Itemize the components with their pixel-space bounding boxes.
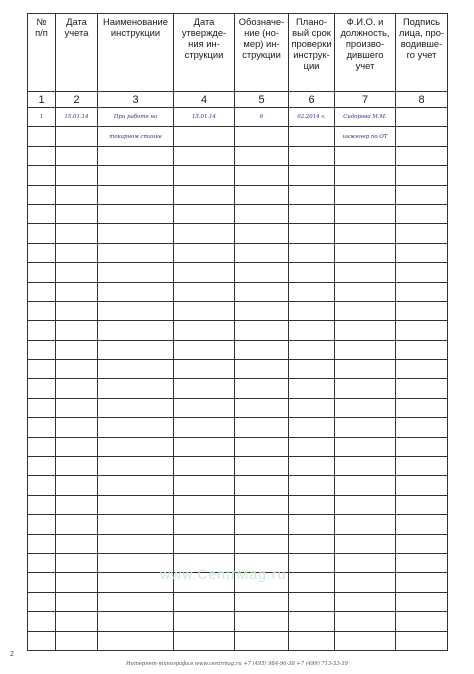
table-cell (235, 185, 289, 204)
table-cell (56, 360, 98, 379)
col-header-signature: Подпись лица, про- водивше- го учет (396, 14, 448, 92)
table-cell (98, 534, 174, 553)
table-cell (396, 204, 448, 223)
table-cell (335, 282, 396, 301)
blank-row (28, 166, 448, 185)
table-cell (56, 263, 98, 282)
blank-row (28, 495, 448, 514)
table-cell (174, 495, 235, 514)
table-cell (235, 243, 289, 262)
header-row (28, 14, 448, 92)
table-cell (98, 185, 174, 204)
table-cell (174, 379, 235, 398)
table-cell (289, 495, 335, 514)
table-cell (235, 204, 289, 223)
table-cell: токарном станке (98, 127, 174, 146)
table-cell (235, 515, 289, 534)
table-cell (396, 573, 448, 592)
table-cell (235, 166, 289, 185)
table-cell (335, 476, 396, 495)
table-cell (335, 437, 396, 456)
table-cell (174, 185, 235, 204)
table-cell (235, 631, 289, 650)
table-cell (396, 185, 448, 204)
table-cell: 02.2014 г. (289, 108, 335, 127)
table-cell (98, 166, 174, 185)
table-cell (98, 418, 174, 437)
table-cell (98, 360, 174, 379)
table-cell (289, 612, 335, 631)
table-cell (335, 553, 396, 572)
blank-row (28, 534, 448, 553)
table-cell (335, 612, 396, 631)
table-cell (335, 185, 396, 204)
table-cell (28, 418, 56, 437)
column-number: 7 (335, 92, 396, 108)
column-number: 6 (289, 92, 335, 108)
table-cell (396, 534, 448, 553)
table-cell (289, 379, 335, 398)
table-cell (289, 592, 335, 611)
table-cell (174, 457, 235, 476)
table-cell (335, 360, 396, 379)
column-number: 3 (98, 92, 174, 108)
table-cell (235, 437, 289, 456)
column-number: 4 (174, 92, 235, 108)
table-cell (289, 282, 335, 301)
table-cell (289, 146, 335, 165)
table-cell (235, 340, 289, 359)
table-cell (235, 263, 289, 282)
table-cell (28, 515, 56, 534)
table-cell (28, 573, 56, 592)
watermark: www.CentrMag.ru (160, 566, 287, 582)
table-cell (56, 282, 98, 301)
table-cell (174, 612, 235, 631)
table-cell (56, 476, 98, 495)
table-cell (174, 631, 235, 650)
table-cell (98, 631, 174, 650)
table-cell (289, 515, 335, 534)
blank-row (28, 612, 448, 631)
blank-row (28, 515, 448, 534)
table-cell (335, 146, 396, 165)
table-cell (98, 398, 174, 417)
table-cell (396, 166, 448, 185)
table-cell (56, 301, 98, 320)
table-cell (98, 204, 174, 223)
table-cell (396, 398, 448, 417)
blank-row (28, 282, 448, 301)
table-cell (235, 224, 289, 243)
table-cell (396, 631, 448, 650)
table-cell (174, 398, 235, 417)
table-cell (56, 612, 98, 631)
table-cell (335, 263, 396, 282)
column-number-row (28, 92, 448, 108)
table-cell (28, 612, 56, 631)
table-cell (289, 185, 335, 204)
table-cell (98, 495, 174, 514)
table-cell (396, 592, 448, 611)
blank-row (28, 301, 448, 320)
col-header-instruction-name: Наименование инструкции (98, 14, 174, 92)
table-cell (56, 534, 98, 553)
page-mark: 2 (10, 651, 14, 658)
table-cell (335, 243, 396, 262)
table-cell (289, 166, 335, 185)
table-cell (174, 282, 235, 301)
table-cell (98, 515, 174, 534)
table-cell (396, 321, 448, 340)
table-cell (396, 515, 448, 534)
blank-row (28, 457, 448, 476)
table-cell (28, 127, 56, 146)
column-number: 2 (56, 92, 98, 108)
table-cell (289, 127, 335, 146)
table-cell (289, 360, 335, 379)
table-cell (174, 534, 235, 553)
table-cell (235, 418, 289, 437)
table-cell (56, 321, 98, 340)
table-cell: 1 (28, 108, 56, 127)
blank-row (28, 146, 448, 165)
table-cell (98, 457, 174, 476)
col-header-approval-date: Дата утвержде- ния ин- струкции (174, 14, 235, 92)
table-cell (56, 340, 98, 359)
table-cell (289, 204, 335, 223)
table-cell (396, 108, 448, 127)
table-cell (289, 631, 335, 650)
table-cell (28, 204, 56, 223)
table-cell (235, 127, 289, 146)
blank-row (28, 321, 448, 340)
table-cell (174, 127, 235, 146)
table-cell (28, 437, 56, 456)
table-cell (289, 340, 335, 359)
blank-row (28, 631, 448, 650)
table-cell (396, 127, 448, 146)
blank-row (28, 243, 448, 262)
table-cell (28, 379, 56, 398)
table-cell (335, 534, 396, 553)
table-cell (98, 340, 174, 359)
table-cell (235, 146, 289, 165)
table-cell (174, 321, 235, 340)
table-cell (28, 592, 56, 611)
table-cell (335, 631, 396, 650)
column-number: 1 (28, 92, 56, 108)
table-cell (396, 612, 448, 631)
table-cell (335, 592, 396, 611)
column-number: 8 (396, 92, 448, 108)
register-table (27, 13, 448, 651)
table-cell (174, 476, 235, 495)
table-cell (56, 185, 98, 204)
table-cell (174, 263, 235, 282)
blank-row (28, 398, 448, 417)
table-cell (56, 418, 98, 437)
table-cell (396, 243, 448, 262)
table-cell (289, 243, 335, 262)
table-cell (98, 146, 174, 165)
table-cell: 15.01.14 (56, 108, 98, 127)
table-cell (396, 418, 448, 437)
table-cell (28, 224, 56, 243)
table-cell (396, 437, 448, 456)
table-cell (235, 360, 289, 379)
table-cell (396, 282, 448, 301)
table-cell (56, 437, 98, 456)
table-cell (235, 495, 289, 514)
table-cell (289, 321, 335, 340)
table-cell (98, 476, 174, 495)
col-header-designation: Обозначе- ние (но- мер) ин- струкции (235, 14, 289, 92)
table-cell (56, 398, 98, 417)
table-cell (174, 204, 235, 223)
table-cell (56, 515, 98, 534)
table-cell (56, 224, 98, 243)
table-cell (396, 360, 448, 379)
table-cell (396, 224, 448, 243)
table-cell (56, 573, 98, 592)
table-cell (335, 166, 396, 185)
table-cell (28, 631, 56, 650)
table-cell: 6 (235, 108, 289, 127)
table-cell (28, 340, 56, 359)
blank-row (28, 418, 448, 437)
table-cell (56, 553, 98, 572)
table-cell (174, 418, 235, 437)
table-cell (335, 379, 396, 398)
table-cell (98, 592, 174, 611)
table-cell (396, 476, 448, 495)
table-cell (98, 379, 174, 398)
table-cell (28, 263, 56, 282)
table-cell (56, 127, 98, 146)
table-cell (335, 321, 396, 340)
table-cell (235, 282, 289, 301)
table-cell (235, 379, 289, 398)
table-cell (335, 340, 396, 359)
footer-text: Интернет-типография www.centrmag.ru +7 (495) 984-96-38 +7 (499) 713-33-39 (126, 661, 348, 667)
table-cell (56, 243, 98, 262)
blank-row (28, 185, 448, 204)
table-cell (235, 534, 289, 553)
blank-row (28, 340, 448, 359)
blank-row (28, 476, 448, 495)
table-cell (289, 534, 335, 553)
table-cell (28, 301, 56, 320)
table-cell (289, 418, 335, 437)
table-cell (56, 457, 98, 476)
table-cell (289, 476, 335, 495)
table-cell (28, 457, 56, 476)
table-cell (174, 224, 235, 243)
table-cell (174, 301, 235, 320)
table-cell (235, 321, 289, 340)
table-cell (289, 224, 335, 243)
table-cell (28, 534, 56, 553)
table-cell (396, 340, 448, 359)
table-cell (289, 301, 335, 320)
table-cell (289, 398, 335, 417)
table-cell (335, 495, 396, 514)
table-cell (174, 437, 235, 456)
table-cell (28, 146, 56, 165)
table-cell (56, 631, 98, 650)
table-cell (174, 515, 235, 534)
blank-row (28, 360, 448, 379)
table-cell (56, 379, 98, 398)
table-cell (98, 243, 174, 262)
table-cell (335, 418, 396, 437)
table-cell (28, 321, 56, 340)
table-cell (28, 476, 56, 495)
table-cell (289, 573, 335, 592)
table-cell (396, 379, 448, 398)
blank-row (28, 224, 448, 243)
table-cell (28, 360, 56, 379)
col-header-number: № п/п (28, 14, 56, 92)
table-cell (396, 457, 448, 476)
table-cell (98, 301, 174, 320)
table-cell (56, 204, 98, 223)
table-cell (289, 437, 335, 456)
table-cell (235, 398, 289, 417)
table-cell (335, 515, 396, 534)
table-cell (335, 398, 396, 417)
table-cell (396, 553, 448, 572)
table-cell (56, 146, 98, 165)
table-cell (335, 301, 396, 320)
table-cell (174, 592, 235, 611)
table-cell (235, 301, 289, 320)
table-cell (98, 321, 174, 340)
blank-row (28, 437, 448, 456)
table-cell: Сидорова М.М. (335, 108, 396, 127)
table-cell (335, 573, 396, 592)
table-cell (174, 360, 235, 379)
table-cell (174, 166, 235, 185)
table-cell (98, 263, 174, 282)
table-cell (289, 457, 335, 476)
table-cell (28, 495, 56, 514)
table-cell (56, 592, 98, 611)
table-cell (235, 592, 289, 611)
table-cell (98, 282, 174, 301)
table-cell (396, 146, 448, 165)
col-header-review-deadline: Плано- вый срок проверки инструк- ции (289, 14, 335, 92)
table-cell (235, 457, 289, 476)
table-cell (396, 301, 448, 320)
col-header-record-date: Дата учета (56, 14, 98, 92)
table-cell (235, 476, 289, 495)
table-cell (28, 185, 56, 204)
table-row (28, 127, 448, 146)
table-cell (335, 457, 396, 476)
table-cell (174, 243, 235, 262)
table-cell (98, 437, 174, 456)
table-cell (56, 166, 98, 185)
table-cell (28, 166, 56, 185)
table-cell (28, 553, 56, 572)
table-cell (28, 282, 56, 301)
table-cell (98, 224, 174, 243)
table-cell: инженер по ОТ (335, 127, 396, 146)
table-cell (174, 146, 235, 165)
table-cell (28, 398, 56, 417)
table-cell (289, 553, 335, 572)
column-number: 5 (235, 92, 289, 108)
table-cell (28, 243, 56, 262)
table-cell (56, 495, 98, 514)
table-cell: 15.01.14 (174, 108, 235, 127)
table-cell: При работе на (98, 108, 174, 127)
table-cell (174, 340, 235, 359)
blank-row (28, 204, 448, 223)
col-header-responsible-person: Ф.И.О. и должность, произво- дившего учет (335, 14, 396, 92)
table-cell (235, 612, 289, 631)
table-cell (335, 224, 396, 243)
table-cell (335, 204, 396, 223)
blank-row (28, 379, 448, 398)
table-row (28, 108, 448, 127)
blank-row (28, 263, 448, 282)
table-cell (396, 263, 448, 282)
table-cell (98, 612, 174, 631)
table-cell (396, 495, 448, 514)
blank-row (28, 592, 448, 611)
table-cell (289, 263, 335, 282)
